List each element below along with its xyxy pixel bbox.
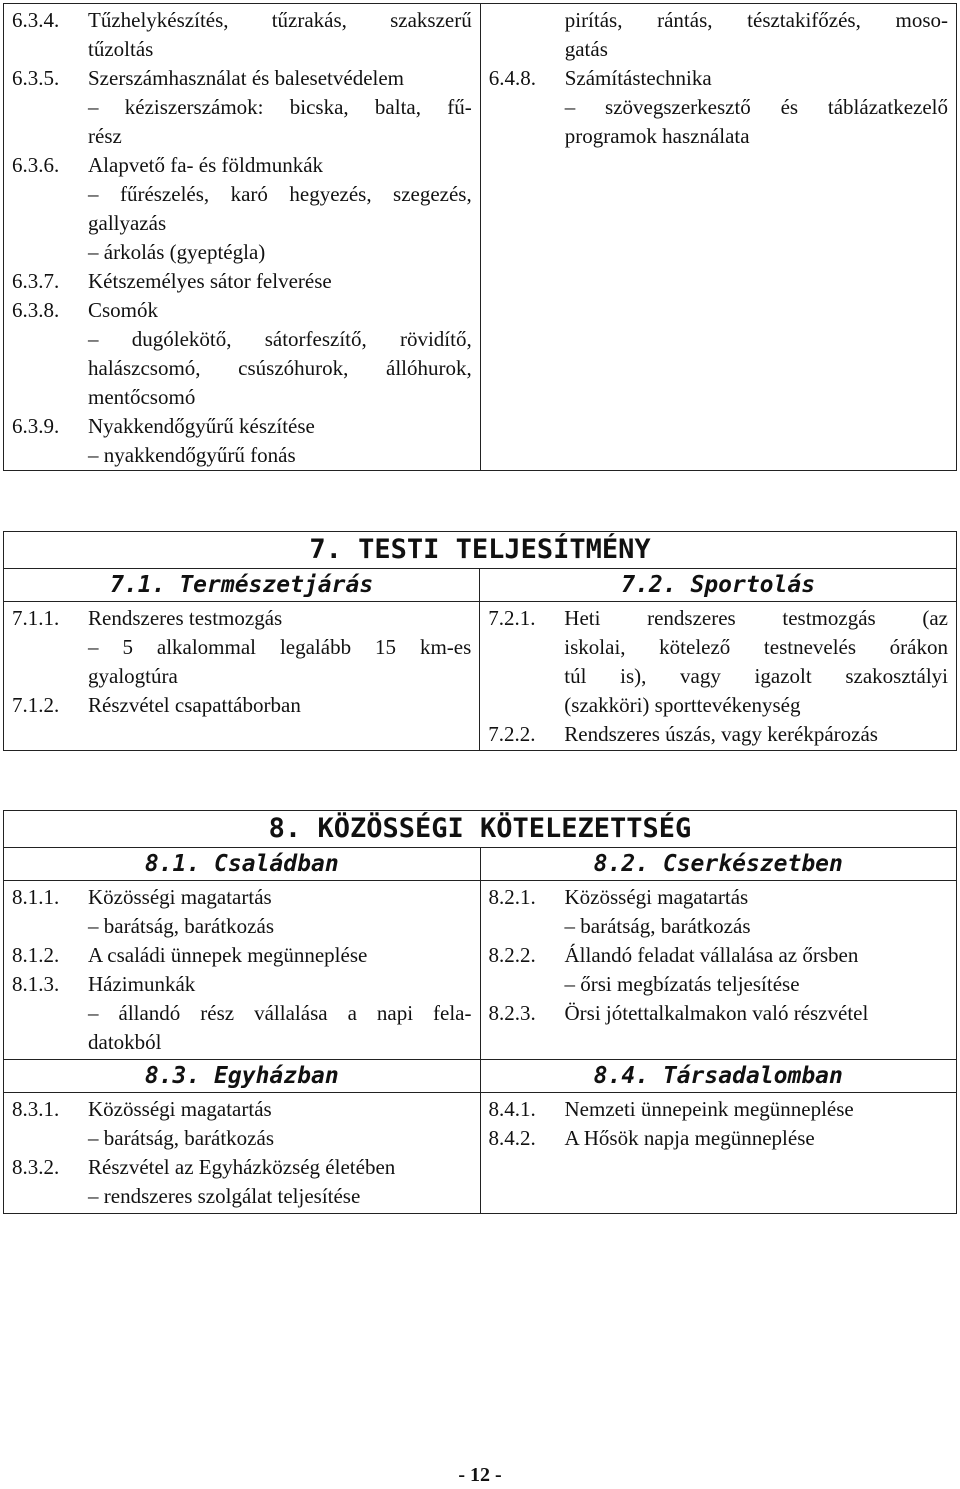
item-number: 7.2.1.: [488, 606, 536, 630]
item-text: [88, 6, 472, 64]
section7-right-cell: [480, 602, 957, 751]
item-text-line: Csomók: [88, 298, 159, 322]
sub-item-line: programok használata: [564, 124, 750, 148]
section6-table: [3, 3, 957, 471]
section7-left-cell: [4, 602, 480, 751]
item-number: 6.3.8.: [12, 298, 60, 322]
item-text-line: Házimunkák: [88, 972, 196, 996]
item-text: [565, 1095, 949, 1124]
item-number: 6.3.4.: [12, 8, 60, 32]
continued-text-line: pirítás, rántás, tésztakifőzés, moso-: [564, 8, 948, 32]
item-text: [88, 1095, 472, 1124]
item-text-line: Részvétel az Egyházközség életében: [88, 1155, 396, 1179]
section6-right-cell: [480, 4, 956, 471]
list-item: [12, 267, 472, 296]
sub-item-line: – nyakkendőgyűrű fonás: [88, 443, 296, 467]
item-text: [565, 883, 949, 912]
list-item: [12, 691, 471, 720]
list-item: [12, 412, 472, 441]
sub-item-line: – őrsi megbízatás teljesítése: [564, 972, 800, 996]
item-text: [565, 64, 948, 93]
item-list: [481, 1093, 957, 1153]
item-text-line: Alapvető fa- és földmunkák: [88, 153, 324, 177]
list-item: [489, 883, 949, 912]
section8-q1-cell: [4, 881, 481, 1060]
item-text: [88, 970, 472, 999]
item-list: [4, 602, 479, 720]
sub-item-line: – állandó rész vállalása a napi fela-: [88, 1001, 472, 1025]
section6-left-cell: [4, 4, 481, 471]
item-text: [564, 720, 948, 749]
sub-item-line: mentőcsomó: [88, 385, 196, 409]
item-number: 8.2.2.: [488, 943, 536, 967]
list-item: [12, 6, 472, 64]
item-list: [481, 881, 957, 1028]
page-number: - 12 -: [458, 1464, 502, 1486]
item-number: 8.2.1.: [488, 885, 536, 909]
item-text-line: Nyakkendőgyűrű készítése: [88, 414, 315, 438]
list-item: [12, 604, 471, 633]
sub-item-line: – barátság, barátkozás: [88, 1126, 274, 1150]
section8-q4-title: 8.4. Társadalomban: [480, 1060, 957, 1093]
sub-item-line: – fűrészelés, karó hegyezés, szegezés,: [88, 182, 472, 206]
sub-item-line: – 5 alkalommal legalább 15 km-es: [88, 635, 472, 659]
sub-item-line: halászcsomó, csúszóhurok, állóhurok,: [88, 356, 472, 380]
list-item: [489, 941, 949, 970]
list-item: [489, 999, 949, 1028]
section8-q4-cell: [480, 1093, 957, 1214]
list-item: [488, 604, 948, 720]
item-text-line: (szakköri) sporttevékenység: [564, 693, 801, 717]
item-list: [480, 602, 956, 749]
item-list: [489, 64, 948, 151]
item-number: 8.3.1.: [12, 1097, 60, 1121]
sub-item-line: rész: [88, 124, 122, 148]
sub-item-line: datokból: [88, 1030, 162, 1054]
list-item: [12, 941, 472, 970]
item-number: 6.4.8.: [488, 66, 536, 90]
section8-q2-cell: [480, 881, 957, 1060]
item-text-line: Rendszeres úszás, vagy kerékpározás: [564, 722, 878, 746]
list-item: [12, 1095, 472, 1124]
section7-left-title: 7.1. Természetjárás: [4, 569, 480, 602]
item-text: [88, 883, 472, 912]
item-text-line: Állandó feladat vállalása az őrsben: [564, 943, 859, 967]
item-text-line: Szerszámhasználat és balesetvédelem: [88, 66, 405, 90]
list-item: [489, 1095, 949, 1124]
list-item: [12, 883, 472, 912]
list-item: [489, 64, 948, 93]
item-text: [565, 999, 949, 1028]
item-text: [564, 604, 948, 720]
item-text: [88, 941, 472, 970]
item-list: [4, 1093, 480, 1211]
item-number: 8.2.3.: [488, 1001, 536, 1025]
item-number: 6.3.5.: [12, 66, 60, 90]
item-number: 8.1.2.: [12, 943, 60, 967]
sub-item-line: – dugólekötő, sátorfeszítő, rövidítő,: [88, 327, 472, 351]
item-text-line: Számítástechnika: [564, 66, 712, 90]
item-text-line: Közösségi magatartás: [564, 885, 749, 909]
item-text: [565, 1124, 949, 1153]
list-item: [12, 296, 472, 325]
item-number: 8.1.1.: [12, 885, 60, 909]
item-number: 8.4.2.: [488, 1126, 536, 1150]
sub-item-line: gallyazás: [88, 211, 167, 235]
item-text-line: A családi ünnepek megünneplése: [88, 943, 368, 967]
sub-item-line: – barátság, barátkozás: [564, 914, 751, 938]
section8-table: [3, 810, 957, 1214]
list-item: [12, 64, 472, 93]
item-text: [88, 296, 472, 325]
item-number: 7.1.1.: [12, 606, 60, 630]
item-text: [88, 64, 472, 93]
section8-q2-title: 8.2. Cserkészetben: [480, 848, 957, 881]
section8-title: 8. KÖZÖSSÉGI KÖTELEZETTSÉG: [4, 811, 957, 848]
item-text-line: tűzoltás: [88, 37, 154, 61]
sub-item-line: – barátság, barátkozás: [88, 914, 274, 938]
item-number: 7.1.2.: [12, 693, 60, 717]
item-text-line: túl is), vagy igazolt szakosztályi: [564, 664, 948, 688]
section8-q3-title: 8.3. Egyházban: [4, 1060, 481, 1093]
item-text-line: iskolai, kötelező testnevelés órákon: [564, 635, 948, 659]
item-number: 7.2.2.: [488, 722, 536, 746]
list-item: [488, 720, 948, 749]
item-number: 6.3.6.: [12, 153, 60, 177]
item-text-line: A Hősök napja megünneplése: [564, 1126, 815, 1150]
sub-item-line: gyalogtúra: [88, 664, 178, 688]
item-text-line: Tűzhelykészítés, tűzrakás, szakszerű: [88, 8, 472, 32]
sub-item-line: – kéziszerszámok: bicska, balta, fű-: [88, 95, 472, 119]
item-text-line: Rendszeres testmozgás: [88, 606, 283, 630]
item-number: 6.3.9.: [12, 414, 60, 438]
item-list: [4, 881, 480, 1057]
sub-item-line: – szövegszerkesztő és táblázatkezelő: [564, 95, 948, 119]
item-text: [88, 691, 471, 720]
continued-text-line: gatás: [564, 37, 608, 61]
item-text: [88, 412, 472, 441]
item-text-line: Heti rendszeres testmozgás (az: [564, 606, 948, 630]
item-text: [88, 151, 472, 180]
item-text-line: Nemzeti ünnepeink megünneplése: [564, 1097, 854, 1121]
section8-q3-cell: [4, 1093, 481, 1214]
item-text: [88, 1153, 472, 1182]
item-number: 8.1.3.: [12, 972, 60, 996]
section7-right-title: 7.2. Sportolás: [480, 569, 957, 602]
section7-table: [3, 531, 957, 751]
item-text-line: Örsi jótettalkalmakon való részvétel: [564, 1001, 869, 1025]
sub-item-line: – rendszeres szolgálat teljesítése: [88, 1184, 361, 1208]
item-text-line: Kétszemélyes sátor felverése: [88, 269, 332, 293]
list-item: [12, 151, 472, 180]
section7-title: 7. TESTI TELJESÍTMÉNY: [4, 532, 957, 569]
list-item: [12, 1153, 472, 1182]
item-text-line: Közösségi magatartás: [88, 1097, 272, 1121]
item-list: [4, 4, 480, 470]
item-number: 8.3.2.: [12, 1155, 60, 1179]
sub-item-line: – árkolás (gyeptégla): [88, 240, 266, 264]
item-number: 8.4.1.: [488, 1097, 536, 1121]
item-text-line: Közösségi magatartás: [88, 885, 272, 909]
list-item: [12, 970, 472, 999]
item-text: [88, 267, 472, 296]
item-text: [88, 604, 471, 633]
section8-q1-title: 8.1. Családban: [4, 848, 481, 881]
item-text-line: Részvétel csapattáborban: [88, 693, 301, 717]
item-text: [565, 941, 949, 970]
item-number: 6.3.7.: [12, 269, 60, 293]
list-item: [489, 1124, 949, 1153]
